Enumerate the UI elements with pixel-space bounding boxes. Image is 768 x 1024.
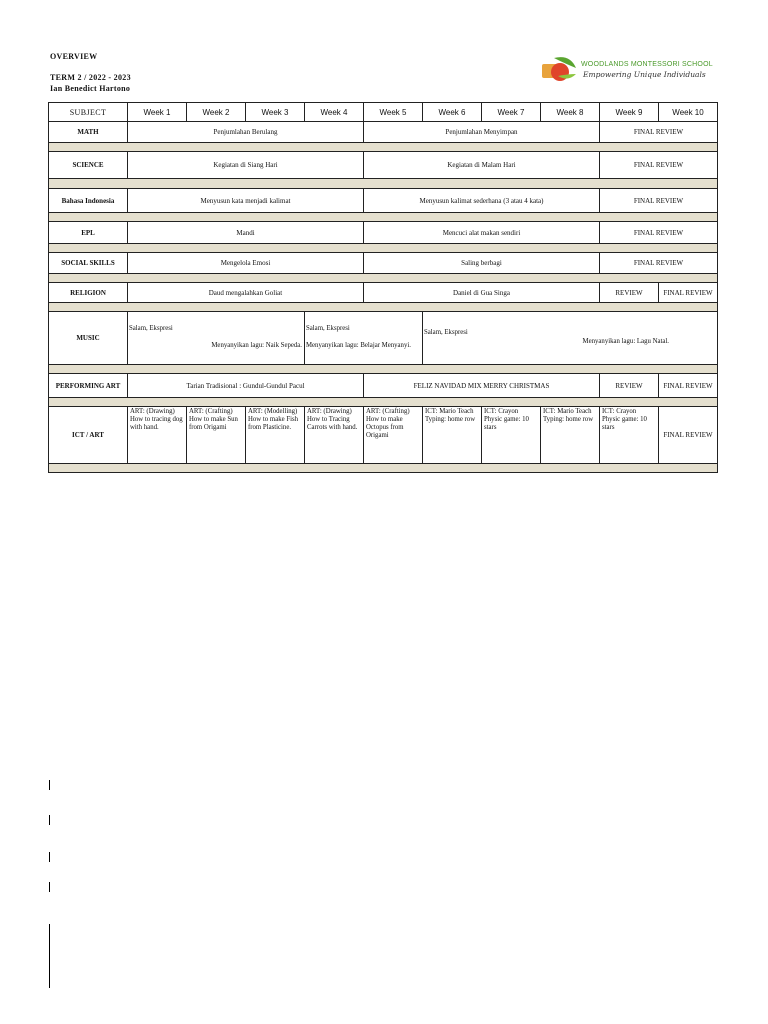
separator-row — [49, 179, 718, 189]
subject-cell: PERFORMING ART — [49, 374, 128, 398]
student-name: Ian Benedict Hartono — [50, 84, 131, 93]
final-review-cell: FINAL REVIEW — [600, 253, 718, 274]
topic-cell: Kegiatan di Malam Hari — [364, 152, 600, 179]
topic-cell: Daud mengalahkan Goliat — [128, 283, 364, 303]
activity-cell: ART: (Drawing) How to tracing dog with hand. — [128, 407, 187, 464]
subject-cell: ICT / ART — [49, 407, 128, 464]
school-logo — [540, 54, 720, 84]
separator-row — [49, 464, 718, 473]
table-header-row — [49, 103, 718, 122]
topic-cell: Mengelola Emosi — [128, 253, 364, 274]
activity-cell: ART: (Modelling) How to make Fish from Plasticine. — [246, 407, 305, 464]
week-header: Week 10 — [659, 103, 718, 122]
week-header: Week 2 — [187, 103, 246, 122]
music-song: Menyanyikan lagu: Belajar Menyanyi. — [306, 342, 411, 349]
week-header: Week 5 — [364, 103, 423, 122]
subject-cell: EPL — [49, 222, 128, 244]
topic-cell: Mandi — [128, 222, 364, 244]
subject-cell: MUSIC — [49, 312, 128, 365]
topic-cell: Mencuci alat makan sendiri — [364, 222, 600, 244]
activity-cell: ICT: Crayon Physic game: 10 stars — [600, 407, 659, 464]
separator-row — [49, 398, 718, 407]
subject-cell: MATH — [49, 122, 128, 143]
topic-cell: FELIZ NAVIDAD MIX MERRY CHRISTMAS — [364, 374, 600, 398]
overview-table — [48, 102, 718, 473]
final-review-cell: FINAL REVIEW — [659, 374, 718, 398]
topic-cell: Saling berbagi — [364, 253, 600, 274]
final-review-cell: FINAL REVIEW — [600, 189, 718, 213]
table-row-bahasa — [49, 189, 718, 213]
separator-row — [49, 274, 718, 283]
table-row-religion — [49, 283, 718, 303]
page-title: OVERVIEW — [50, 52, 98, 61]
separator-row — [49, 213, 718, 222]
week-header: Week 6 — [423, 103, 482, 122]
activity-cell: ICT: Mario Teach Typing: home row — [423, 407, 482, 464]
table-row-science — [49, 152, 718, 179]
separator-row — [49, 365, 718, 374]
topic-cell: Penjumlahan Berulang — [128, 122, 364, 143]
margin-mark — [49, 780, 50, 790]
final-review-cell: FINAL REVIEW — [659, 407, 718, 464]
table-row-ict-art — [49, 407, 718, 464]
week-header: Week 3 — [246, 103, 305, 122]
week-header: Week 1 — [128, 103, 187, 122]
activity-cell: ICT: Mario Teach Typing: home row — [541, 407, 600, 464]
subject-cell: Bahasa Indonesia — [49, 189, 128, 213]
table-row-math — [49, 122, 718, 143]
review-cell: REVIEW — [600, 283, 659, 303]
topic-cell: Kegiatan di Siang Hari — [128, 152, 364, 179]
week-header: Week 8 — [541, 103, 600, 122]
margin-mark — [49, 882, 50, 892]
music-cell — [305, 312, 423, 365]
separator-row — [49, 303, 718, 312]
music-cell — [128, 312, 305, 365]
week-header: Week 7 — [482, 103, 541, 122]
music-activity: Salam, Ekspresi — [306, 325, 350, 332]
school-logo-icon — [540, 54, 580, 84]
subject-header: SUBJECT — [49, 103, 128, 122]
week-header: Week 4 — [305, 103, 364, 122]
final-review-cell: FINAL REVIEW — [600, 122, 718, 143]
subject-cell: SOCIAL SKILLS — [49, 253, 128, 274]
activity-cell: ART: (Crafting) How to make Octopus from Origami — [364, 407, 423, 464]
topic-cell: Daniel di Gua Singa — [364, 283, 600, 303]
separator-row — [49, 244, 718, 253]
subject-cell: RELIGION — [49, 283, 128, 303]
separator-row — [49, 143, 718, 152]
table-row-performing-art — [49, 374, 718, 398]
topic-cell: Menyusun kalimat sederhana (3 atau 4 kata) — [364, 189, 600, 213]
topic-cell: Penjumlahan Menyimpan — [364, 122, 600, 143]
school-name: WOODLANDS MONTESSORI SCHOOL — [581, 61, 713, 68]
activity-cell: ART: (Crafting) How to make Sun from Origami — [187, 407, 246, 464]
review-cell: REVIEW — [600, 374, 659, 398]
music-activity: Salam, Ekspresi — [129, 325, 173, 332]
margin-mark — [49, 815, 50, 825]
week-header: Week 9 — [600, 103, 659, 122]
music-song: Menyanyikan lagu: Naik Sepeda. — [211, 342, 302, 349]
table-row-social-skills — [49, 253, 718, 274]
topic-cell: Tarian Tradisional : Gundul-Gundul Pacul — [128, 374, 364, 398]
subject-cell: SCIENCE — [49, 152, 128, 179]
table-row-epl — [49, 222, 718, 244]
music-song: Menyanyikan lagu: Lagu Natal. — [582, 338, 669, 345]
final-review-cell: FINAL REVIEW — [600, 222, 718, 244]
final-review-cell: FINAL REVIEW — [659, 283, 718, 303]
margin-mark — [49, 924, 50, 988]
music-cell — [423, 312, 718, 365]
topic-cell: Menyusun kata menjadi kalimat — [128, 189, 364, 213]
margin-mark — [49, 852, 50, 862]
final-review-cell: FINAL REVIEW — [600, 152, 718, 179]
term-label: TERM 2 / 2022 - 2023 — [50, 73, 131, 82]
music-activity: Salam, Ekspresi — [424, 329, 468, 336]
activity-cell: ICT: Crayon Physic game: 10 stars — [482, 407, 541, 464]
table-row-music — [49, 312, 718, 365]
school-tagline: Empowering Unique Individuals — [583, 70, 706, 79]
activity-cell: ART: (Drawing) How to Tracing Carrots with hand. — [305, 407, 364, 464]
